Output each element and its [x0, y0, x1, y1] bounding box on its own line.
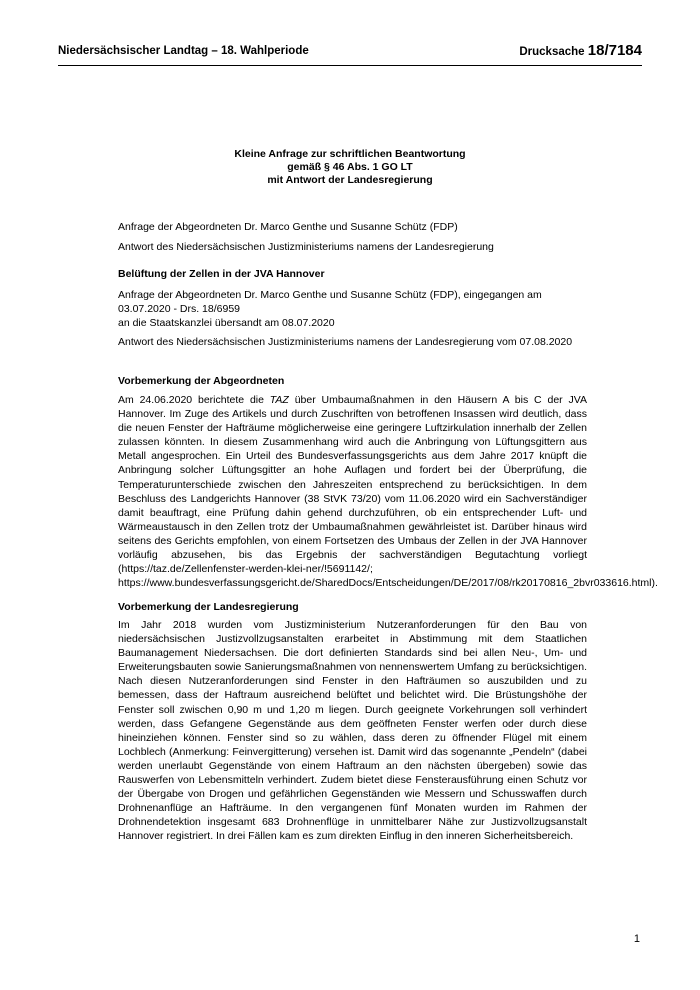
- drucksache-label: Drucksache: [519, 46, 585, 58]
- title-line-3: mit Antwort der Landesregierung: [267, 174, 433, 186]
- subject-details-line-1: Anfrage der Abgeordneten Dr. Marco Genthe und Susanne Schütz (FDP), eingegangen am: [118, 289, 542, 301]
- vorbemerkung-landesregierung-text: Im Jahr 2018 wurden vom Justizministerium Nutzeranforderungen für den Bau von niedersächsischen Justizvollzugsanstalten erarbeitet in Abstimmung mit dem Staatlichen Baumanagement Niedersachsen. Die dort definierten Standards sind bei allen Neu-, Um- und Erweiterungsbauten sowie Sanierungsmaßnahmen von nennenswertem Umfang zu berücksichtigen. Nach diesen Nutzeranforderungen sind Fenster in den Hafträumen so auszubilden und zu bemessen, dass der Haftraum ausreichend belüftet und belichtet wird. Die Brüstungshöhe der Fenster soll zwischen 0,90 m und 1,20 m liegen. Durch geeignete Vorkehrungen soll verhindert werden, dass Gefangene Gegenstände aus dem geöffneten Fenster werfen oder durch diese hineinziehen können. Fenster sind so zu wählen, dass deren zu öffnender Flügel mit einem Lochblech (Anmerkung: Feinvergitterung) versehen ist. Damit wird das sogenannte „Pendeln“ (dabei werden unerlaubt Gegenstände von einem Haftraum an den nächsten übergeben) sowie das Rauswerfen von Lebensmitteln verhindert. Zudem bietet diese Fensterausführung einen Schutz vor der Übergabe von Drogen und gefährlichen Gegenständen wie Messern und Schusswaffen durch Drohnenanflüge an Hafträume. In den vergangenen fünf Monaten wurden im Rahmen der Drohnendetektion insgesamt 683 Drohnenflüge in unmittelbarer Nähe zur Justizvollzugsanstalt Hannover registriert. In drei Fällen kam es zum direkten Einflug in den inneren Sicherheitsbereich.: [118, 619, 587, 843]
- document-number: [519, 42, 642, 59]
- title-line-2: gemäß § 46 Abs. 1 GO LT: [287, 161, 413, 173]
- subject-details-line-3: an die Staatskanzlei übersandt am 08.07.2020: [118, 317, 335, 330]
- vorbemerkung-abgeordnete-heading: Vorbemerkung der Abgeordneten: [118, 375, 285, 387]
- parliament-label: Niedersächsischer Landtag – 18. Wahlperiode: [58, 45, 309, 57]
- document-title: [118, 148, 582, 187]
- page-number: 1: [633, 933, 640, 945]
- subject-details-line-2: 03.07.2020 - Drs. 18/6959: [118, 303, 241, 316]
- vorbemerkung-abgeordnete-text: Am 24.06.2020 berichtete die TAZ über Umbaumaßnahmen in den Häusern A bis C der JVA Hannover. Im Zuge des Artikels und durch Zuschriften von betroffenen Insassen wird deutlich, dass die neuen Fenster der Hafträume möglicherweise eine geringere Luftzirkulation innerhalb der Zellen zulassen könnten. In diesem Zusammenhang wird auch die Anbringung von Lüftungsgittern aus Metall angesprochen. Ein Urteil des Bundesverfassungsgerichts aus dem Jahre 2017 knüpft die Anbringung solcher Lüftungsgitter an hohe Auflagen und fordert bei der Überprüfung, die Temperaturunterschiede zwischen den Jahreszeiten entsprechend zu berücksichtigen. In dem Beschluss des Landgerichts Hannover (38 StVK 73/20) vom 11.06.2020 wird ein Sachverständiger damit beauftragt, eine Prüfung dahin gehend durchzuführen, ob ein entsprechender Luft- und Wärmeaustausch in den Zellen trotz der Umbaumaßnahmen gewährleistet ist. Darüber hinaus wird seitens des Gerichts empfohlen, von einem Fortsetzen des Umbaus der Zellen in der JVA Hannover vorläufig abzusehen, bis das Ergebnis der sachverständigen Begutachtung vorliegt (https://taz.de/Zellenfenster-werden-klei-ner/!5691142/; https://www.bundesverfassungsgericht.de/SharedDocs/Entscheidungen/DE/2017/08/rk20170816_2bvr033616.html).: [118, 394, 658, 590]
- taz-reference: TAZ: [269, 394, 289, 406]
- subject-antwort: Antwort des Niedersächsischen Justizministeriums namens der Landesregierung vom 07.08.2020: [118, 336, 573, 348]
- subject-heading: Belüftung der Zellen in der JVA Hannover: [118, 268, 325, 280]
- header-rule: [58, 65, 642, 66]
- title-line-1: Kleine Anfrage zur schriftlichen Beantwortung: [234, 148, 466, 160]
- drucksache-number: 18/7184: [587, 42, 642, 59]
- intro-antwort: Antwort des Niedersächsischen Justizministeriums namens der Landesregierung: [118, 241, 494, 253]
- subject-details: [118, 288, 587, 330]
- vorbemerkung-landesregierung-heading: Vorbemerkung der Landesregierung: [118, 601, 299, 613]
- intro-anfrage: Anfrage der Abgeordneten Dr. Marco Genthe und Susanne Schütz (FDP): [118, 221, 458, 233]
